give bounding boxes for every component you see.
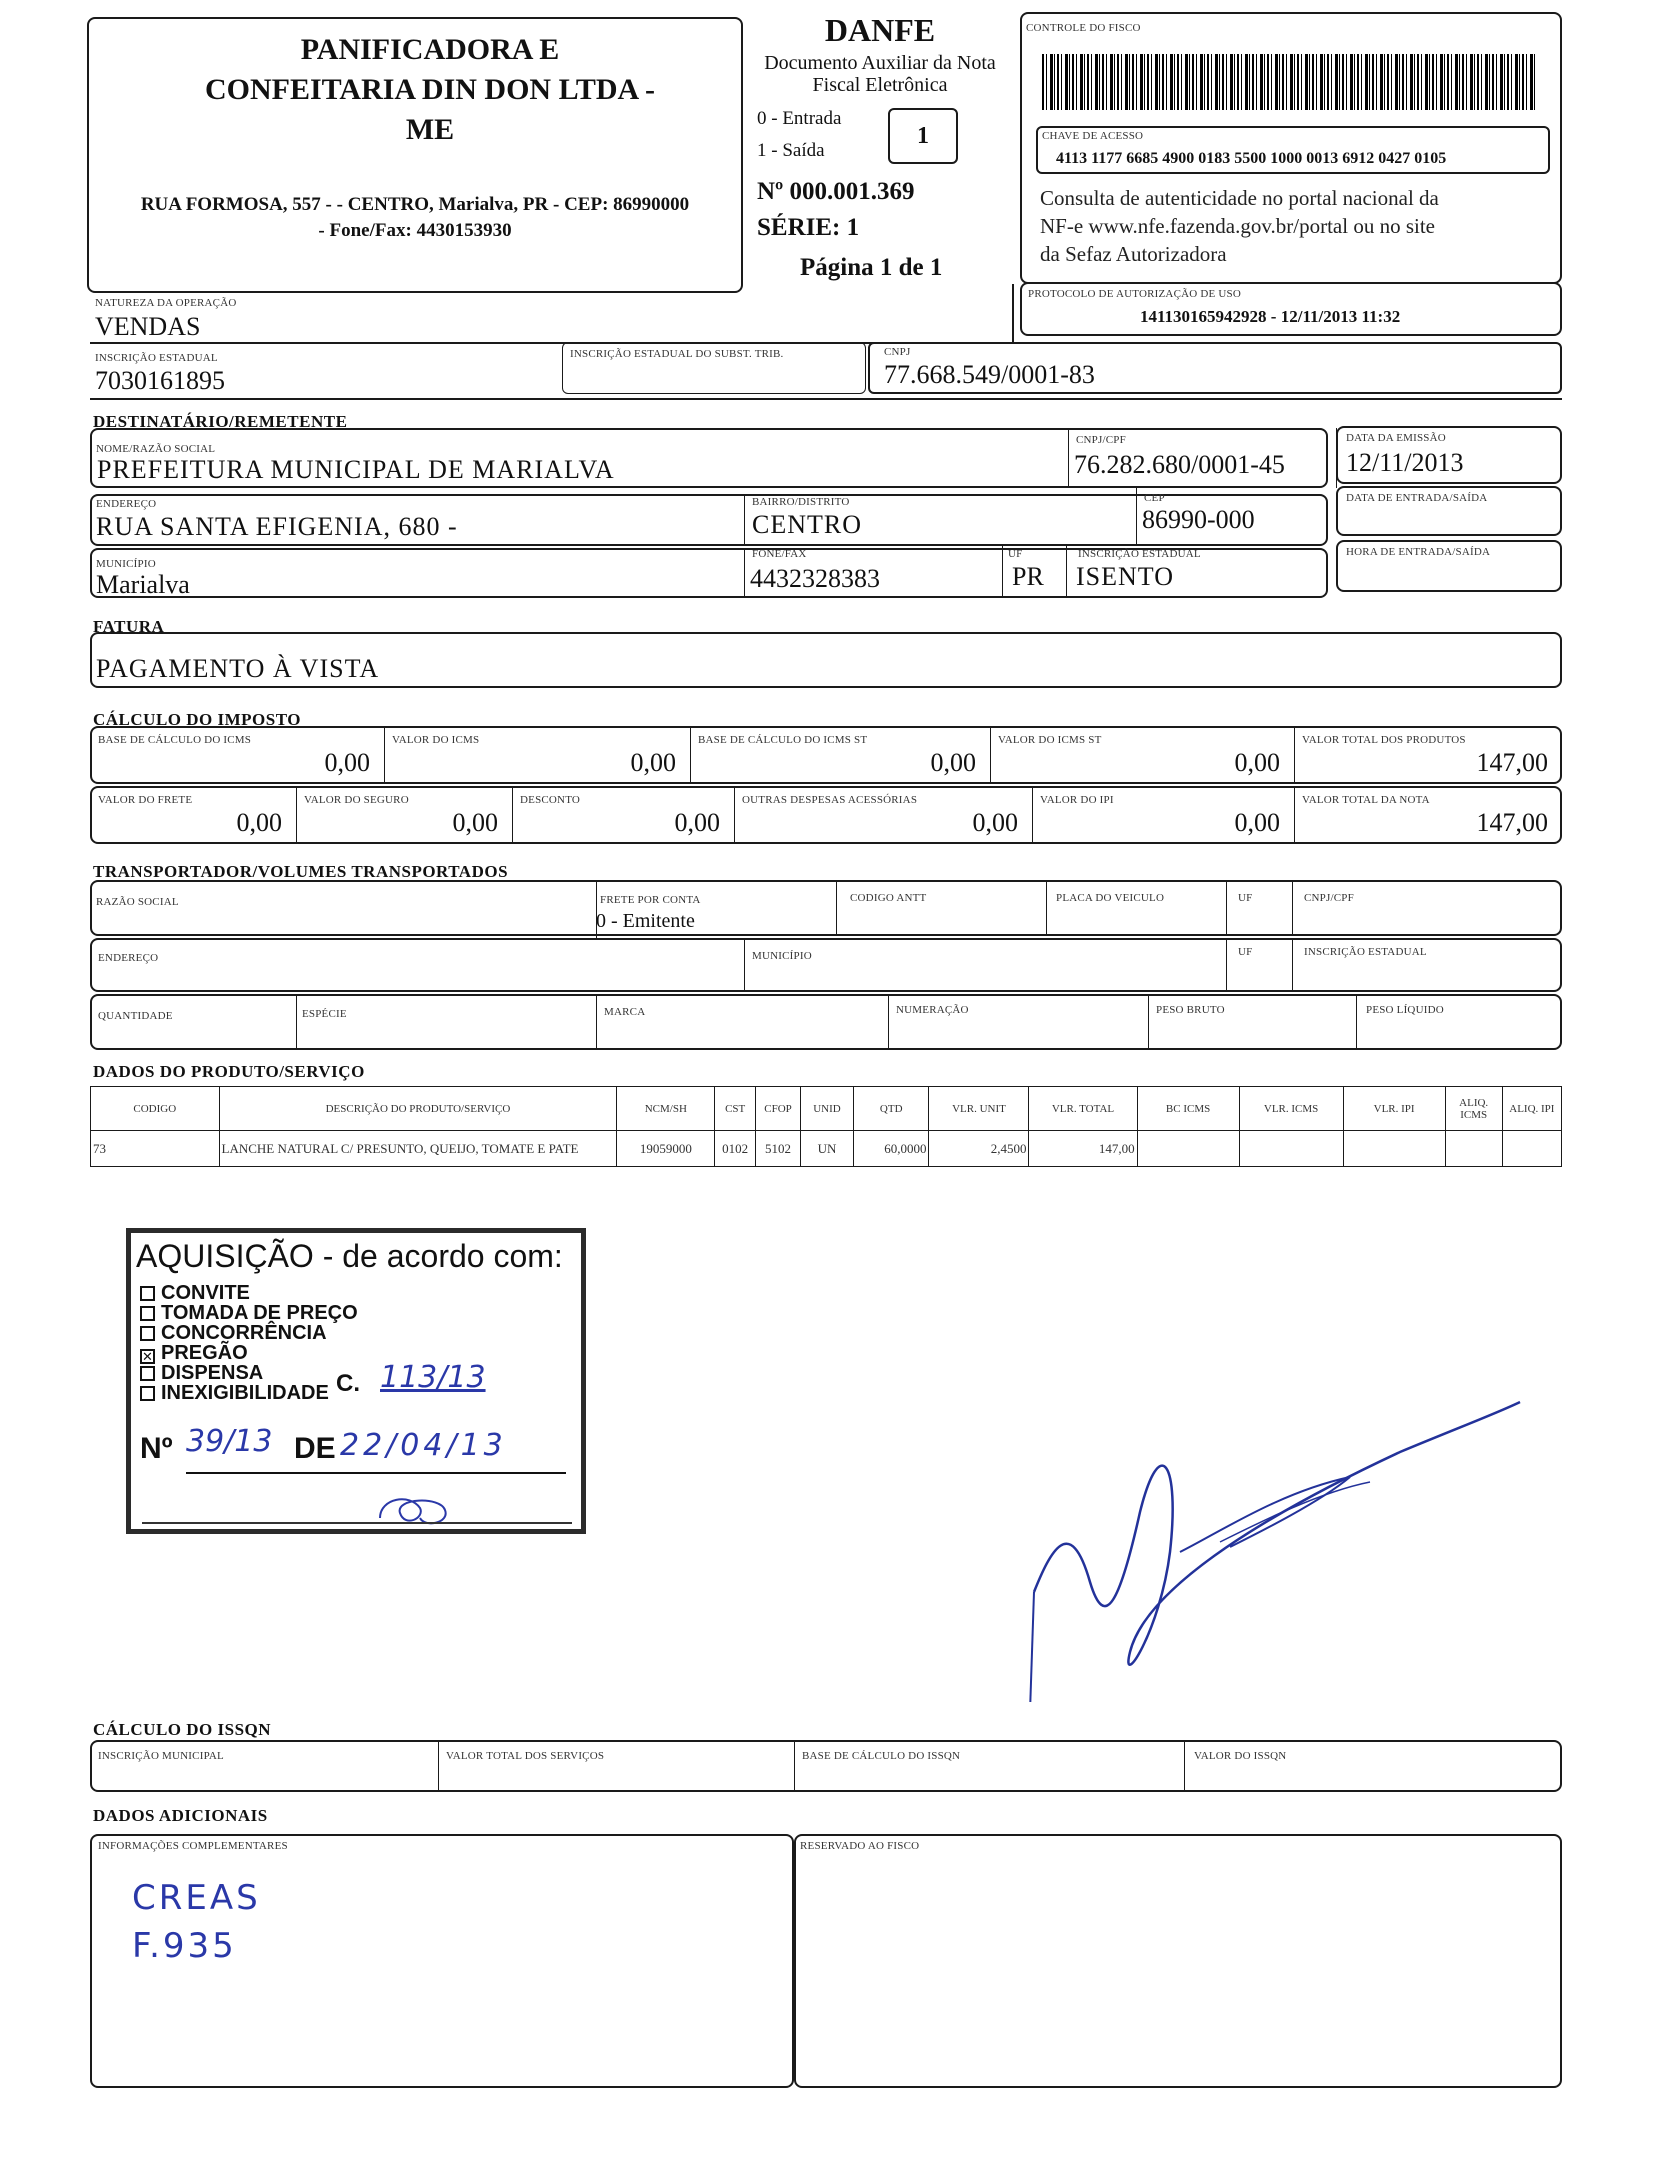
transp-divider-4	[1226, 880, 1227, 936]
transp-razao-label: RAZÃO SOCIAL	[96, 896, 179, 908]
produtos-cell	[1343, 1131, 1445, 1167]
produtos-header-cell: BC ICMS	[1137, 1087, 1239, 1131]
produtos-cell: UN	[800, 1131, 853, 1167]
consulta-line1: Consulta de autenticidade no portal nacional da	[1040, 186, 1439, 210]
danfe-numero: Nº 000.001.369	[757, 178, 915, 205]
stamp-title: AQUISIÇÃO - de acordo com:	[136, 1238, 563, 1274]
produtos-cell: 19059000	[617, 1131, 715, 1167]
dest-fone-value: 4432328383	[750, 564, 880, 593]
transp-cnpj-label: CNPJ/CPF	[1304, 892, 1354, 904]
produtos-header-cell: UNID	[800, 1087, 853, 1131]
dest-municipio-label: MUNICÍPIO	[96, 558, 156, 570]
handwritten-note-line2: F.935	[132, 1926, 237, 1966]
natureza-field	[90, 284, 1014, 344]
transp-codigo-label: CODIGO ANTT	[850, 892, 927, 904]
transp-divider-10	[596, 996, 597, 1050]
danfe-serie: SÉRIE: 1	[757, 214, 860, 241]
chave-acesso-label: CHAVE DE ACESSO	[1042, 130, 1144, 142]
stamp-options	[140, 1282, 358, 1402]
dest-uf-label: UF	[1008, 548, 1023, 560]
stamp-underline	[186, 1472, 566, 1474]
dest-ie-value: ISENTO	[1076, 562, 1174, 591]
dest-cep-value: 86990-000	[1142, 505, 1255, 534]
produtos-header-cell: NCM/SH	[617, 1087, 715, 1131]
issqn-box	[90, 1740, 1562, 1792]
stamp-option-label: DISPENSA	[161, 1362, 264, 1384]
produtos-header-cell: VLR. ICMS	[1239, 1087, 1343, 1131]
danfe-tipo-box	[888, 108, 958, 164]
checkbox-icon	[140, 1386, 155, 1401]
emitente-name-line3: ME	[405, 113, 455, 146]
protocolo-value: 141130165942928 - 12/11/2013 11:32	[1140, 307, 1401, 326]
transp-ie-label: INSCRIÇÃO ESTADUAL	[1304, 946, 1427, 958]
issqn-inscricao-label: INSCRIÇÃO MUNICIPAL	[98, 1750, 224, 1762]
imposto-row1-label: BASE DE CÁLCULO DO ICMS	[98, 734, 252, 746]
emitente-address-line1: RUA FORMOSA, 557 - - CENTRO, Marialva, PR - CEP: 86990000	[140, 194, 690, 215]
transp-divider-5	[1292, 880, 1293, 936]
produtos-cell	[1239, 1131, 1343, 1167]
signature	[1020, 1372, 1540, 1702]
danfe-pagina: Página 1 de 1	[800, 254, 943, 281]
stamp-option-label: CONVITE	[161, 1282, 250, 1304]
dest-divider-7	[1066, 544, 1067, 596]
dest-cnpj-label: CNPJ/CPF	[1076, 434, 1126, 446]
transp-divider-7	[1226, 938, 1227, 992]
transp-frete-label: FRETE POR CONTA	[600, 894, 701, 906]
transp-divider-3	[1046, 880, 1047, 936]
imposto-row2-label: VALOR DO FRETE	[98, 794, 193, 806]
imposto-row1-label: VALOR DO ICMS ST	[998, 734, 1102, 746]
checkbox-icon	[140, 1306, 155, 1321]
transp-municipio-label: MUNICÍPIO	[752, 950, 812, 962]
dest-cnpj-value: 76.282.680/0001-45	[1074, 450, 1285, 479]
destinatario-section-title: DESTINATÁRIO/REMETENTE	[93, 412, 348, 431]
dest-fone-label: FONE/FAX	[752, 548, 807, 560]
produtos-cell: LANCHE NATURAL C/ PRESUNTO, QUEIJO, TOMATE E PATE	[219, 1131, 617, 1167]
dest-divider-4	[1136, 488, 1137, 544]
stamp-option-label: INEXIGIBILIDADE	[161, 1382, 329, 1404]
emitente-name-line2: CONFEITARIA DIN DON LTDA -	[204, 73, 656, 106]
checkbox-icon	[140, 1326, 155, 1341]
dest-nome-value: PREFEITURA MUNICIPAL DE MARIALVA	[97, 455, 615, 484]
dest-divider-6	[1002, 544, 1003, 596]
imposto-row2-value: 0,00	[452, 808, 498, 837]
danfe-block	[745, 10, 1015, 290]
imposto-row2-label: DESCONTO	[520, 794, 581, 806]
consulta-line2: NF-e www.nfe.fazenda.gov.br/portal ou no site	[1040, 214, 1435, 238]
dest-emissao-value: 12/11/2013	[1346, 448, 1464, 477]
transp-divider-6	[744, 938, 745, 992]
imposto-row1-value: 0,00	[930, 748, 976, 777]
produtos-header-cell: VLR. TOTAL	[1029, 1087, 1137, 1131]
stamp-option	[140, 1342, 358, 1362]
issqn-valor-label: VALOR DO ISSQN	[1194, 1750, 1287, 1762]
transp-peso-bruto-label: PESO BRUTO	[1156, 1004, 1225, 1016]
transp-row1-box	[90, 880, 1562, 936]
handwritten-note-line1: CREAS	[132, 1878, 261, 1918]
imposto-row1-label: VALOR TOTAL DOS PRODUTOS	[1302, 734, 1466, 746]
dest-divider-1	[1068, 430, 1069, 486]
produtos-header-cell: CFOP	[756, 1087, 801, 1131]
produtos-header-cell: DESCRIÇÃO DO PRODUTO/SERVIÇO	[219, 1087, 617, 1131]
controle-fisco-label: CONTROLE DO FISCO	[1026, 22, 1141, 34]
imposto-row2-label: VALOR TOTAL DA NOTA	[1302, 794, 1430, 806]
produtos-section-title: DADOS DO PRODUTO/SERVIÇO	[93, 1062, 365, 1081]
transp-divider-12	[1148, 996, 1149, 1050]
transp-placa-label: PLACA DO VEICULO	[1056, 892, 1165, 904]
stamp-option-label: CONCORRÊNCIA	[161, 1322, 327, 1344]
transp-quantidade-label: QUANTIDADE	[98, 1010, 173, 1022]
transp-numeracao-label: NUMERAÇÃO	[896, 1004, 969, 1016]
stamp-de-value: 22/04/13	[340, 1428, 507, 1463]
stamp-option-label: PREGÃO	[161, 1342, 248, 1364]
dest-municipio-value: Marialva	[96, 570, 190, 599]
cnpj-emit-value: 77.668.549/0001-83	[884, 360, 1095, 389]
stamp-de-label: DE	[294, 1432, 336, 1465]
consulta-line3: da Sefaz Autorizadora	[1040, 242, 1227, 266]
imposto-row1-value: 147,00	[1476, 748, 1548, 777]
issqn-valor-servicos-label: VALOR TOTAL DOS SERVIÇOS	[446, 1750, 605, 1762]
produtos-cell	[1445, 1131, 1502, 1167]
barcode	[1042, 54, 1536, 110]
transp-divider-2	[836, 880, 837, 936]
transp-especie-label: ESPÉCIE	[302, 1008, 347, 1020]
dest-endereco-value: RUA SANTA EFIGENIA, 680 -	[96, 512, 458, 541]
imposto-row2-value: 0,00	[674, 808, 720, 837]
ie-label: INSCRIÇÃO ESTADUAL	[95, 352, 218, 364]
dest-divider-3	[744, 494, 745, 546]
stamp-option	[140, 1362, 358, 1382]
produtos-cell: 5102	[756, 1131, 801, 1167]
dest-cep-label: CEP	[1144, 492, 1165, 504]
consulta-text	[1040, 184, 1560, 268]
fatura-section-title: FATURA	[93, 617, 165, 636]
stamp-c-label: C.	[336, 1370, 360, 1397]
produtos-cell: 2,4500	[929, 1131, 1029, 1167]
fatura-value: PAGAMENTO À VISTA	[96, 654, 380, 683]
danfe-subtitle-line2: Fiscal Eletrônica	[812, 74, 948, 96]
imposto-row1-value: 0,00	[324, 748, 370, 777]
transp-divider-13	[1356, 996, 1357, 1050]
produtos-header-cell: ALIQ. IPI	[1502, 1087, 1561, 1131]
issqn-divider-1	[438, 1740, 439, 1792]
stamp-option	[140, 1382, 358, 1402]
dest-bairro-value: CENTRO	[752, 510, 862, 539]
dest-nome-label: NOME/RAZÃO SOCIAL	[96, 443, 216, 455]
imposto-row2-label: OUTRAS DESPESAS ACESSÓRIAS	[742, 794, 918, 806]
adicionais-section-title: DADOS ADICIONAIS	[93, 1806, 268, 1825]
imposto-row1-value: 0,00	[630, 748, 676, 777]
stamp-option	[140, 1322, 358, 1342]
issqn-divider-2	[794, 1740, 795, 1792]
checked-box-icon: ✕	[140, 1349, 155, 1364]
checkbox-icon	[140, 1286, 155, 1301]
imposto-row2-value: 0,00	[972, 808, 1018, 837]
produtos-header-cell: VLR. IPI	[1343, 1087, 1445, 1131]
stamp-rubrica	[370, 1488, 470, 1538]
transp-marca-label: MARCA	[604, 1006, 646, 1018]
transp-divider-9	[296, 996, 297, 1050]
danfe-saida: 1 - Saída	[757, 140, 825, 161]
dest-entrada-saida-label: DATA DE ENTRADA/SAÍDA	[1346, 492, 1488, 504]
transp-frete-value: 0 - Emitente	[596, 910, 695, 932]
produtos-header-cell: CST	[715, 1087, 756, 1131]
produtos-table	[90, 1086, 1562, 1167]
ie-st-label: INSCRIÇÃO ESTADUAL DO SUBST. TRIB.	[570, 348, 784, 360]
transp-endereco-label: ENDEREÇO	[98, 952, 159, 964]
reservado-fisco-box	[794, 1834, 1562, 2088]
emitente-address-line2: - Fone/Fax: 4430153930	[318, 220, 512, 241]
imposto-row1-label: VALOR DO ICMS	[392, 734, 480, 746]
imposto-row2-value: 0,00	[236, 808, 282, 837]
produtos-cell: 60,0000	[853, 1131, 928, 1167]
natureza-label: NATUREZA DA OPERAÇÃO	[95, 297, 237, 309]
imposto-row1-label: BASE DE CÁLCULO DO ICMS ST	[698, 734, 868, 746]
produtos-header-row	[91, 1087, 1562, 1131]
produtos-cell	[1502, 1131, 1561, 1167]
natureza-value: VENDAS	[95, 312, 201, 341]
danfe-subtitle-line1: Documento Auxiliar da Nota	[764, 52, 996, 74]
protocolo-label: PROTOCOLO DE AUTORIZAÇÃO DE USO	[1028, 288, 1241, 300]
danfe-tipo: 1	[917, 123, 929, 149]
imposto-row2-label: VALOR DO SEGURO	[304, 794, 409, 806]
produtos-cell: 73	[91, 1131, 220, 1167]
dest-divider-5	[744, 548, 745, 598]
info-complementares-label: INFORMAÇÕES COMPLEMENTARES	[98, 1840, 288, 1852]
produtos-cell: 0102	[715, 1131, 756, 1167]
stamp-option	[140, 1302, 358, 1322]
issqn-divider-3	[1184, 1740, 1185, 1792]
transportador-section-title: TRANSPORTADOR/VOLUMES TRANSPORTADOS	[93, 862, 509, 881]
stamp-option	[140, 1282, 358, 1302]
transp-uf-label: UF	[1238, 892, 1253, 904]
stamp-bottom-line	[142, 1522, 572, 1524]
stamp-no-label: Nº	[140, 1432, 173, 1465]
emitente-name-line1: PANIFICADORA E	[300, 33, 560, 66]
issqn-base-label: BASE DE CÁLCULO DO ISSQN	[802, 1750, 961, 1762]
transp-row3-box	[90, 994, 1562, 1050]
produtos-header-cell: CODIGO	[91, 1087, 220, 1131]
produtos-header-cell: ALIQ. ICMS	[1445, 1087, 1502, 1131]
transp-peso-liquido-label: PESO LÍQUIDO	[1366, 1004, 1444, 1016]
danfe-title: DANFE	[824, 12, 936, 48]
imposto-row2-value: 0,00	[1234, 808, 1280, 837]
stamp-no-value: 39/13	[186, 1424, 273, 1459]
imposto-section-title: CÁLCULO DO IMPOSTO	[93, 710, 301, 729]
transp-divider-11	[888, 996, 889, 1050]
transp-divider-8	[1292, 938, 1293, 992]
reservado-fisco-label: RESERVADO AO FISCO	[800, 1840, 920, 1852]
produtos-header-cell: VLR. UNIT	[929, 1087, 1029, 1131]
emitente-address	[90, 192, 740, 244]
dest-uf-value: PR	[1012, 562, 1044, 591]
danfe-entrada: 0 - Entrada	[757, 108, 842, 129]
stamp-option-label: TOMADA DE PREÇO	[161, 1302, 358, 1324]
produtos-cell	[1137, 1131, 1239, 1167]
dest-hora-label: HORA DE ENTRADA/SAÍDA	[1346, 546, 1491, 558]
stamp-c-value: 113/13	[380, 1360, 486, 1395]
produtos-cell: 147,00	[1029, 1131, 1137, 1167]
ie-value: 7030161895	[95, 366, 225, 395]
imposto-row2-value: 147,00	[1476, 808, 1548, 837]
dest-endereco-label: ENDEREÇO	[96, 498, 157, 510]
issqn-section-title: CÁLCULO DO ISSQN	[93, 1720, 272, 1739]
dest-ie-label: INSCRIÇÃO ESTADUAL	[1078, 548, 1201, 560]
dest-bairro-label: BAIRRO/DISTRITO	[752, 496, 850, 508]
table-row	[91, 1131, 1562, 1167]
imposto-row1-value: 0,00	[1234, 748, 1280, 777]
imposto-row2-label: VALOR DO IPI	[1040, 794, 1114, 806]
emitente-name	[190, 30, 670, 150]
dest-emissao-label: DATA DA EMISSÃO	[1346, 432, 1446, 444]
checkbox-icon	[140, 1366, 155, 1381]
chave-acesso-value: 4113 1177 6685 4900 0183 5500 1000 0013 6912 0427 0105	[1056, 150, 1447, 167]
cnpj-emit-label: CNPJ	[884, 346, 911, 358]
produtos-header-cell: QTD	[853, 1087, 928, 1131]
transp-uf2-label: UF	[1238, 946, 1253, 958]
